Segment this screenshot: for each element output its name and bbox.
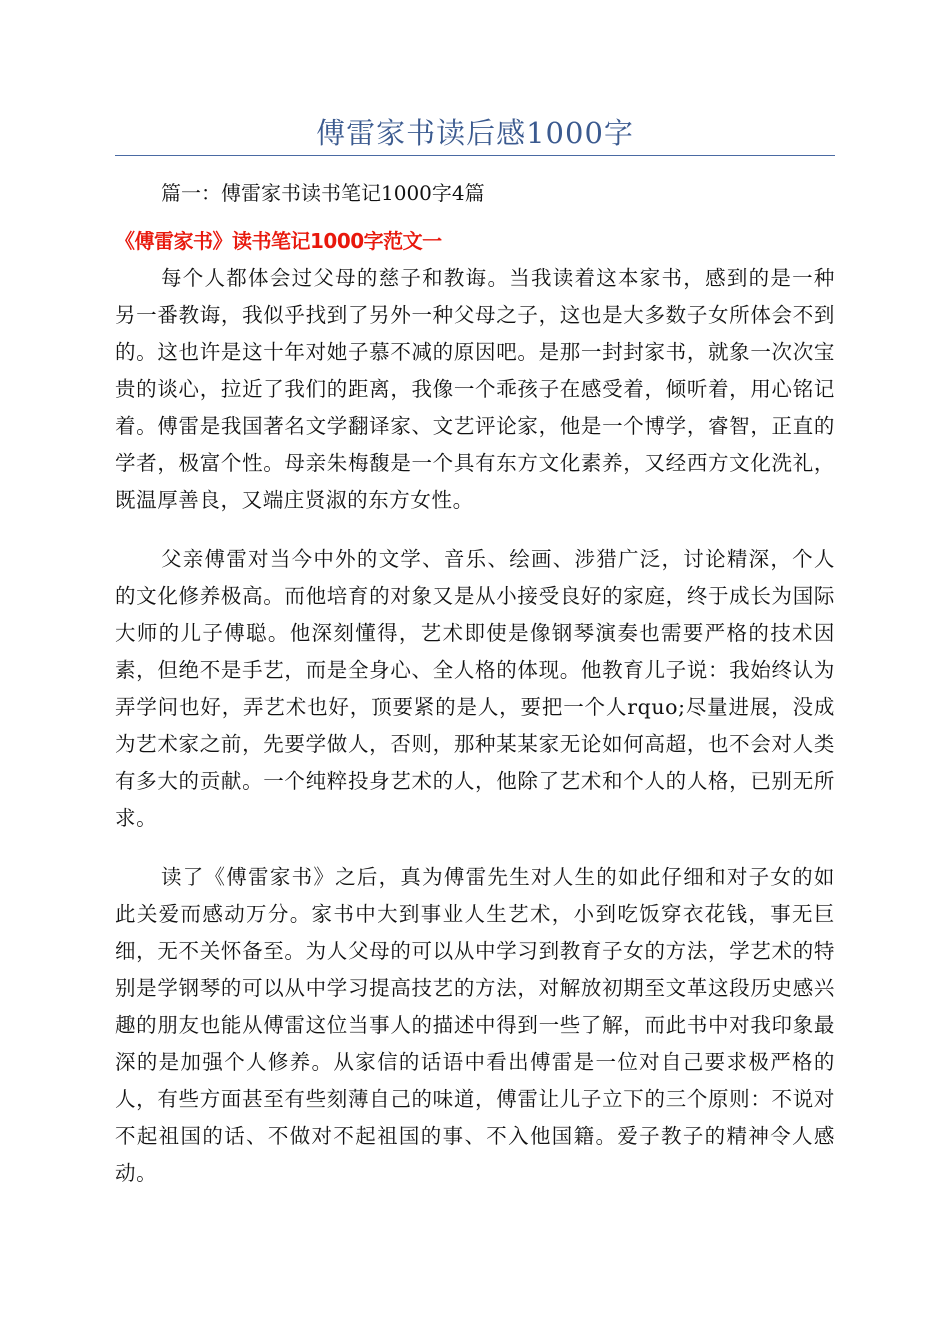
body-paragraph-2: 父亲傅雷对当今中外的文学、音乐、绘画、涉猎广泛，讨论精深，个人的文化修养极高。而他培育的对象又是从小接受良好的家庭，终于成长为国际大师的儿子傅聪。他深刻懂得，艺术即使是像钢琴演奏也需要严格的技术因素，但绝不是手艺，而是全身心、全人格的体现。他教育儿子说：我始终认为弄学问也好，弄艺术也好，顶要紧的是人，要把一个人rquo;尽量进展，没成为艺术家之前，先要学做人，否则，那种某某家无论如何高超，也不会对人类有多大的贡献。一个纯粹投身艺术的人，他除了艺术和个人的人格，已别无所求。 — [115, 547, 835, 830]
body-paragraph-1: 每个人都体会过父母的慈子和教诲。当我读着这本家书，感到的是一种另一番教诲，我似乎找到了另外一种父母之子，这也是大多数子女所体会不到的。这也许是这十年对她子慕不减的原因吧。是那一封封家书，就象一次次宝贵的谈心，拉近了我们的距离，我像一个乖孩子在感受着，倾听着，用心铭记着。傅雷是我国著名文学翻译家、文艺评论家，他是一个博学，睿智，正直的学者，极富个性。母亲朱梅馥是一个具有东方文化素养，又经西方文化洗礼，既温厚善良，又端庄贤淑的东方女性。 — [115, 266, 835, 512]
document-subtitle: 篇一：傅雷家书读书笔记1000字4篇 — [161, 181, 485, 205]
body-paragraph-3: 读了《傅雷家书》之后，真为傅雷先生对人生的如此仔细和对子女的如此关爱而感动万分。家书中大到事业人生艺术，小到吃饭穿衣花钱，事无巨细，无不关怀备至。为人父母的可以从中学习到教育子女的方法，学艺术的特别是学钢琴的可以从中学习提高技艺的方法，对解放初期至文革这段历史感兴趣的朋友也能从傅雷这位当事人的描述中得到一些了解，而此书中对我印象最深的是加强个人修养。从家信的话语中看出傅雷是一位对自己要求极严格的人，有些方面甚至有些刻薄自己的味道，傅雷让儿子立下的三个原则：不说对不起祖国的话、不做对不起祖国的事、不入他国籍。爱子教子的精神令人感动。 — [115, 865, 835, 1185]
document-page — [115, 0, 835, 1213]
title-underline — [115, 155, 835, 156]
section-heading: 《傅雷家书》读书笔记1000字范文一 — [115, 229, 442, 253]
document-title: 傅雷家书读后感1000字 — [316, 116, 634, 150]
